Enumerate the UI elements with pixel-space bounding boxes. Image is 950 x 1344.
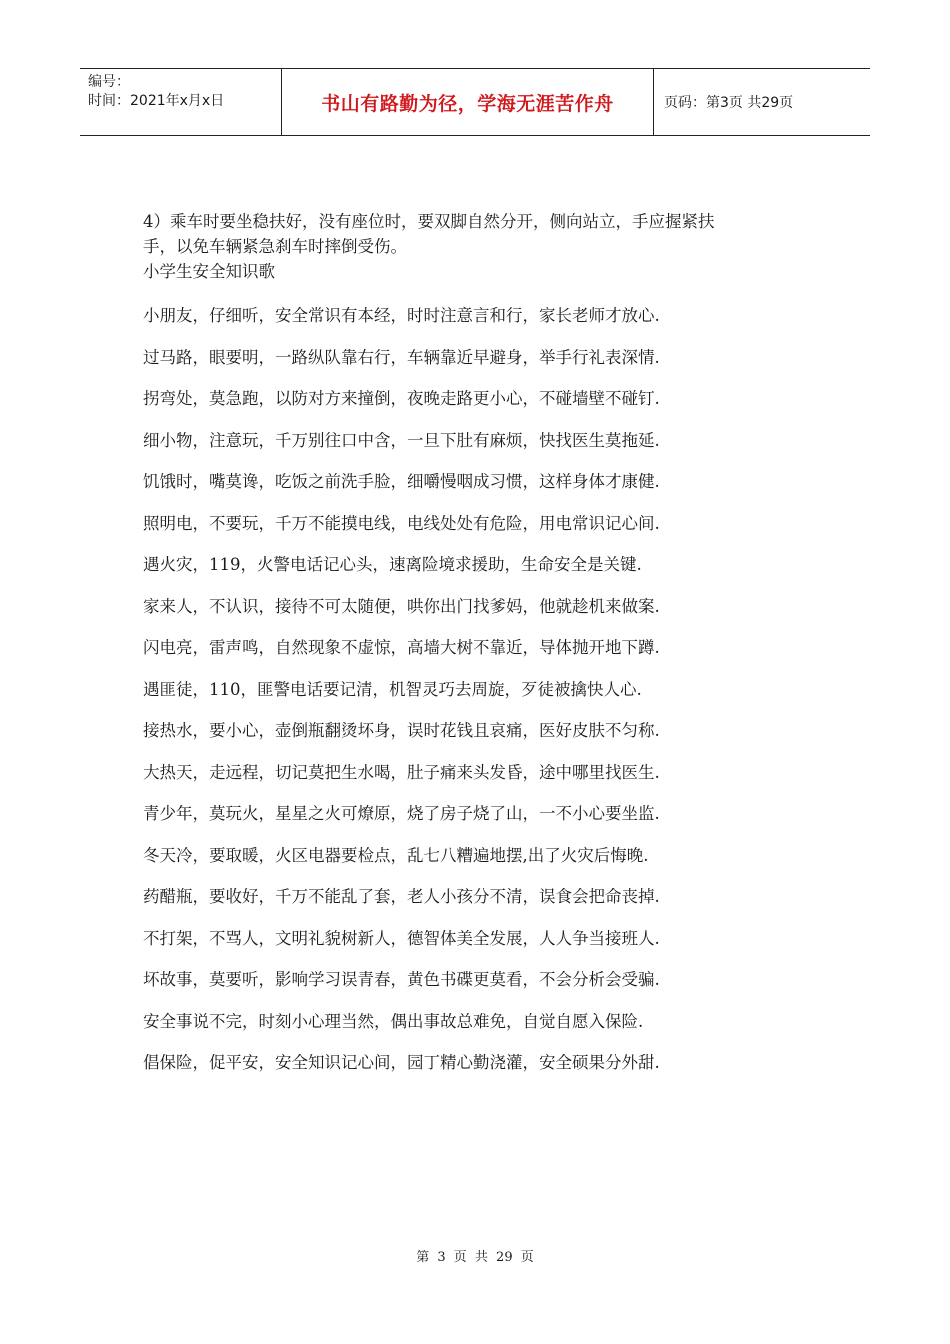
page-header [80, 68, 870, 136]
song-verse: 大热天，走远程，切记莫把生水喝，肚子痛来头发昏，途中哪里找医生. [143, 762, 660, 782]
header-meta [80, 69, 282, 135]
song-verse: 接热水，要小心，壶倒瓶翻烫坏身，误时花钱且哀痛，医好皮肤不匀称. [143, 721, 660, 740]
song-verse: 冬天冷，要取暖，火区电器要检点，乱七八糟遍地摆,出了火灾后悔晚. [143, 845, 649, 865]
song-verse: 药醋瓶，要收好，千万不能乱了套，老人小孩分不清，误食会把命丧掉. [143, 887, 660, 906]
song-title: 小学生安全知识歌 [143, 262, 275, 281]
song-verse: 饥饿时，嘴莫谗，吃饭之前洗手脸，细嚼慢咽成习惯，这样身体才康健. [143, 472, 660, 491]
song-verse: 闪电亮，雷声鸣，自然现象不虚惊，高墙大树不靠近，导体抛开地下蹲. [143, 638, 660, 657]
safety-tip-line: 手，以免车辆紧急刹车时摔倒受伤。 [143, 237, 407, 256]
document-number-label: 编号： [88, 74, 130, 90]
song-verse: 过马路，眼要明，一路纵队靠右行，车辆靠近早避身，举手行礼表深情. [143, 347, 660, 367]
safety-tip-paragraph [143, 209, 823, 259]
song-verse: 细小物，注意玩，千万别往口中含，一旦下肚有麻烦，快找医生莫拖延. [143, 430, 660, 450]
song-verse: 不打架，不骂人，文明礼貌树新人，德智体美全发展，人人争当接班人. [143, 928, 660, 948]
song-verse: 遇匪徒，110，匪警电话要记清，机智灵巧去周旋，歹徒被擒快人心. [143, 679, 642, 699]
song-verse: 小朋友，仔细听，安全常识有本经，时时注意言和行，家长老师才放心. [143, 306, 660, 325]
song-verse: 遇火灾，119，火警电话记心头，速离险境求援助，生命安全是关键. [143, 555, 642, 574]
header-page-number: 页码：第3页 共29页 [664, 95, 794, 111]
page-footer: 第 3 页 共 29 页 [416, 1250, 534, 1265]
document-body [143, 209, 823, 1095]
safety-tip-line: 4）乘车时要坐稳扶好，没有座位时，要双脚自然分开，侧向站立，手应握紧扶 [143, 212, 715, 231]
header-motto: 书山有路勤为径，学海无涯苦作舟 [282, 69, 654, 135]
song-verse: 青少年，莫玩火，星星之火可燎原，烧了房子烧了山，一不小心要坐监. [143, 804, 660, 823]
song-verses [143, 306, 823, 1095]
document-time-label: 时间：2021年x月x日 [88, 93, 225, 109]
song-verse: 照明电，不要玩，千万不能摸电线，电线处处有危险，用电常识记心间. [143, 513, 660, 533]
song-verse: 倡保险，促平安，安全知识记心间，园丁精心勤浇灌，安全硕果分外甜. [143, 1053, 660, 1072]
song-verse: 拐弯处，莫急跑，以防对方来撞倒，夜晚走路更小心，不碰墙壁不碰钉. [143, 389, 660, 408]
song-verse: 安全事说不完，时刻小心理当然，偶出事故总难免，自觉自愿入保险. [143, 1011, 644, 1031]
song-verse: 家来人，不认识，接待不可太随便，哄你出门找爹妈，他就趁机来做案. [143, 596, 660, 616]
song-verse: 坏故事，莫要听，影响学习误青春，黄色书碟更莫看，不会分析会受骗. [143, 970, 660, 989]
